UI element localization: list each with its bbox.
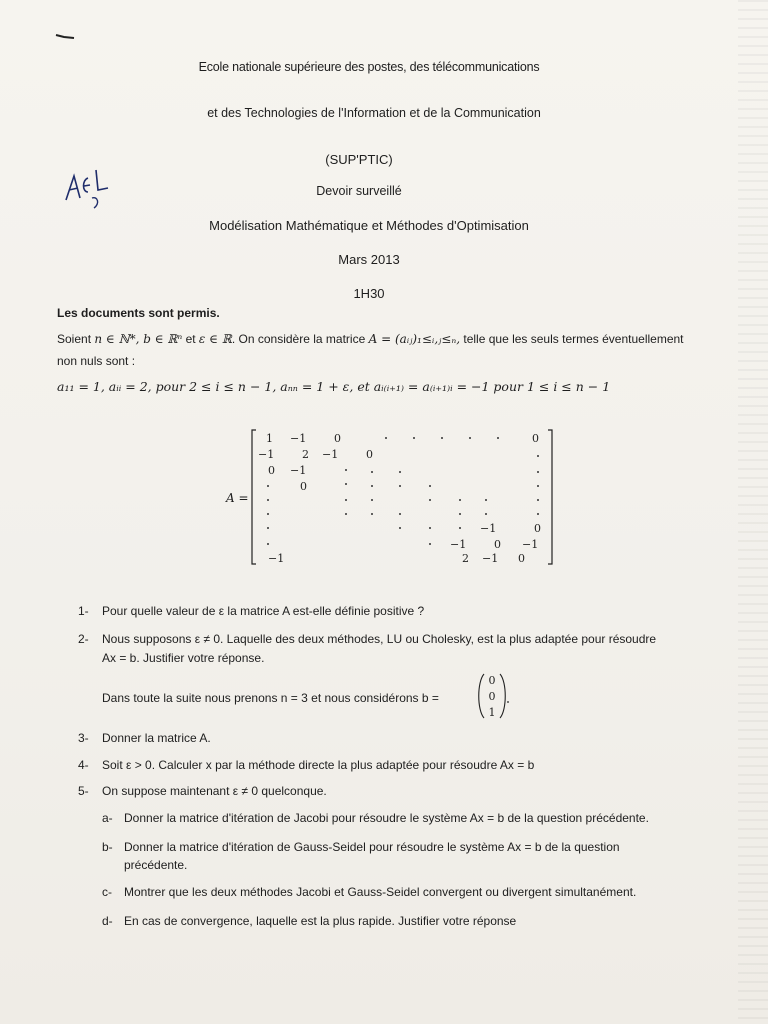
matrix-entry: −1 bbox=[268, 552, 285, 565]
documents-allowed: Les documents sont permis. bbox=[57, 306, 220, 320]
school-acronym: (SUP'PTIC) bbox=[325, 152, 393, 167]
matrix-entry: 2 bbox=[302, 448, 309, 461]
matrix-entry: 0 bbox=[494, 538, 501, 551]
vector-b bbox=[476, 672, 510, 720]
question-4: Soit ε > 0. Calculer x par la méthode directe la plus adaptée pour résoudre Ax = b bbox=[102, 758, 535, 772]
question-number: 1- bbox=[78, 604, 89, 618]
subquestion-letter: c- bbox=[102, 885, 112, 899]
matrix-entry: 0 bbox=[268, 464, 275, 477]
matrix-entry: 0 bbox=[534, 522, 541, 535]
matrix-entry: 0 bbox=[334, 432, 341, 445]
subquestion-c: Montrer que les deux méthodes Jacobi et Gauss-Seidel convergent ou divergent simultanément. bbox=[124, 885, 637, 899]
matrix-entry: 0 bbox=[300, 480, 307, 493]
matrix-entry: 0 bbox=[366, 448, 373, 461]
question-5: On suppose maintenant ε ≠ 0 quelconque. bbox=[102, 784, 327, 798]
matrix-entry: 2 bbox=[462, 552, 469, 565]
vector-entry: 0 bbox=[488, 674, 496, 687]
matrix-entry: −1 bbox=[522, 538, 539, 551]
subquestion-a: Donner la matrice d'itération de Jacobi pour résoudre le système Ax = b de la question précédente. bbox=[124, 811, 649, 825]
question-3: Donner la matrice A. bbox=[102, 731, 211, 745]
school-name-line2: et des Technologies de l'Information et de la Communication bbox=[207, 106, 541, 120]
question-number: 4- bbox=[78, 758, 89, 772]
course-title: Modélisation Mathématique et Méthodes d'Optimisation bbox=[209, 218, 529, 233]
matrix-A bbox=[250, 428, 590, 568]
subquestion-b: Donner la matrice d'itération de Gauss-Seidel pour résoudre le système Ax = b de la question bbox=[124, 840, 620, 854]
question-1: Pour quelle valeur de ε la matrice A est-elle définie positive ? bbox=[102, 604, 425, 618]
page-edge-texture bbox=[738, 0, 768, 1024]
question-number: 2- bbox=[78, 632, 89, 646]
intro-line-2: non nuls sont : bbox=[57, 354, 136, 368]
vector-entry: 1 bbox=[488, 706, 496, 719]
ink-speck-icon bbox=[54, 32, 78, 40]
matrix-entry: −1 bbox=[480, 522, 497, 535]
subquestion-letter: d- bbox=[102, 914, 113, 928]
subquestion-d: En cas de convergence, laquelle est la plus rapide. Justifier votre réponse bbox=[124, 914, 517, 928]
matrix-entry: 0 bbox=[532, 432, 539, 445]
matrix-entry: −1 bbox=[322, 448, 339, 461]
vector-entry: 0 bbox=[488, 690, 496, 703]
matrix-entry: −1 bbox=[450, 538, 467, 551]
matrix-entry: −1 bbox=[482, 552, 499, 565]
suite-text: Dans toute la suite nous prenons n = 3 et nous considérons b = bbox=[102, 691, 439, 705]
handwritten-annotation bbox=[60, 162, 120, 212]
exam-date: Mars 2013 bbox=[338, 252, 400, 267]
matrix-entry: 0 bbox=[518, 552, 525, 565]
question-number: 3- bbox=[78, 731, 89, 745]
subquestion-letter: a- bbox=[102, 811, 113, 825]
school-name-line1: Ecole nationale supérieure des postes, des télécommunications bbox=[198, 60, 540, 74]
matrix-entry: −1 bbox=[290, 432, 307, 445]
matrix-entry: −1 bbox=[290, 464, 307, 477]
question-2-cont: Ax = b. Justifier votre réponse. bbox=[102, 651, 265, 665]
matrix-definition: a₁₁ = 1, aᵢᵢ = 2, pour 2 ≤ i ≤ n − 1, aₙₙ = 1 + ε, et aᵢ₍ᵢ₊₁₎ = a₍ᵢ₊₁₎ᵢ = −1 pour 1 ≤ i ≤ n − 1 bbox=[57, 379, 611, 394]
exam-type: Devoir surveillé bbox=[316, 184, 402, 198]
intro-line-1: Soient n ∈ ℕ*, b ∈ ℝⁿ et ε ∈ ℝ. On considère la matrice A = (aᵢⱼ)₁≤ᵢ,ⱼ≤ₙ, telle que les seuls termes éventuellement bbox=[57, 332, 684, 346]
question-2: Nous supposons ε ≠ 0. Laquelle des deux méthodes, LU ou Cholesky, est la plus adaptée pour résoudre bbox=[102, 632, 657, 646]
matrix-label: A = bbox=[226, 491, 249, 505]
matrix-entry: −1 bbox=[258, 448, 275, 461]
subquestion-b-cont: précédente. bbox=[124, 858, 188, 872]
subquestion-letter: b- bbox=[102, 840, 113, 854]
matrix-entry: 1 bbox=[266, 432, 273, 445]
question-number: 5- bbox=[78, 784, 89, 798]
exam-duration: 1H30 bbox=[353, 286, 385, 301]
